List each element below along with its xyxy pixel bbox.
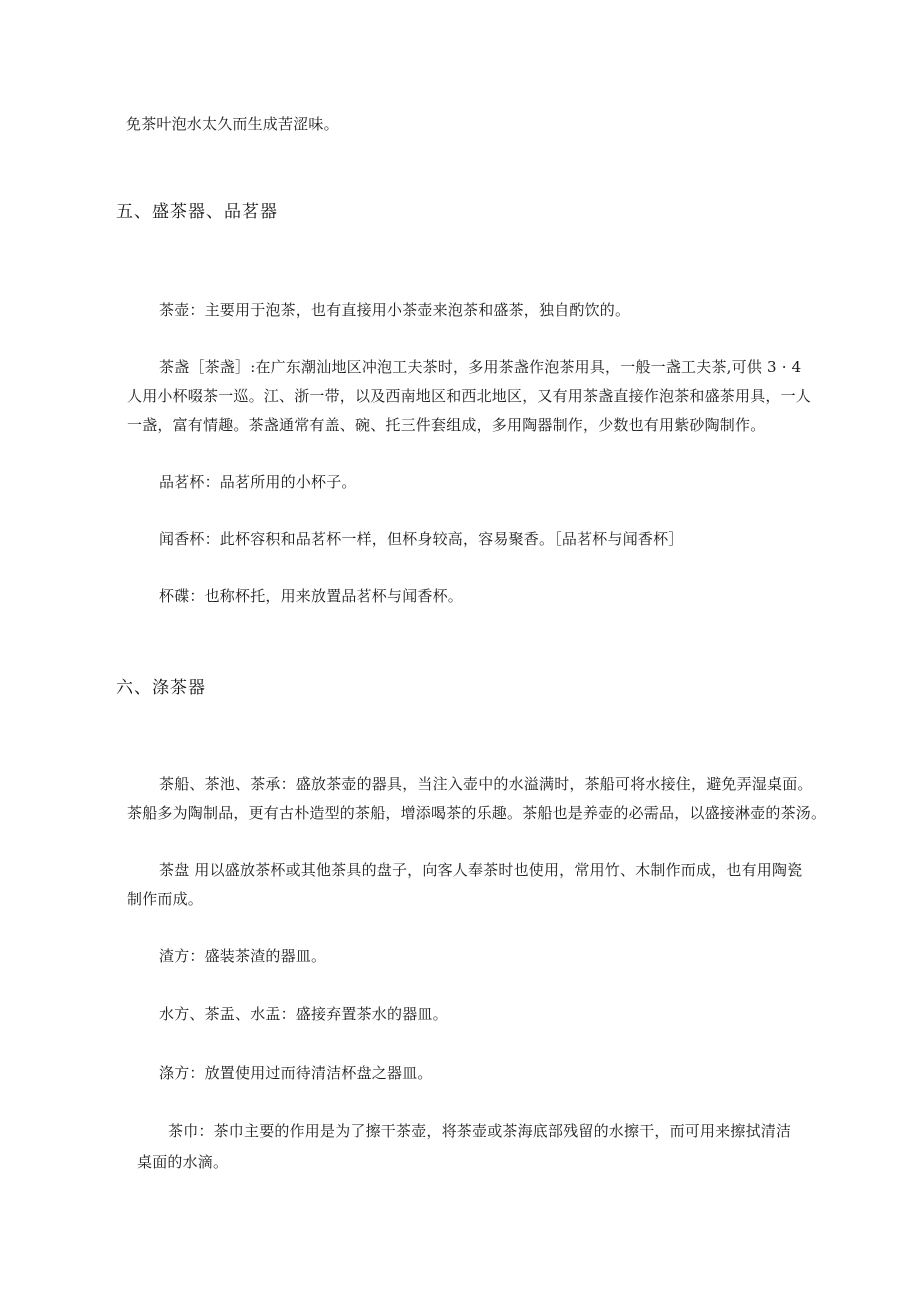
paragraph-zhafang: 渣方：盛装茶渣的器皿。 (159, 947, 327, 965)
paragraph-chapan-line-1: 茶盘 用以盛放茶杯或其他茶具的盘子，向客人奉茶时也使用，常用竹、木制作而成，也有用陶瓷 (159, 861, 803, 879)
section-6-heading: 六、涤茶器 (116, 678, 206, 698)
paragraph-chazhan-line-2: 人用小杯啜茶一巡。江、浙一带，以及西南地区和西北地区，又有用茶盏直接作泡茶和盛茶用具，一人 (127, 387, 812, 405)
paragraph-chajin-line-2: 桌面的水滴。 (137, 1153, 229, 1171)
paragraph-wenxiangbei: 闻香杯：此杯容积和品茗杯一样，但杯身较高，容易聚香。［品茗杯与闻香杯］ (159, 530, 684, 548)
section-5-heading: 五、盛茶器、品茗器 (116, 202, 278, 222)
paragraph-chazhan-line-1: 茶盏［茶盏］:在广东潮汕地区冲泡工夫茶时，多用茶盏作泡茶用具，一般一盏工夫茶,可供 3 · 4 (159, 358, 802, 376)
paragraph-pinmingbei: 品茗杯：品茗所用的小杯子。 (159, 473, 357, 491)
intro-text-line: 免茶叶泡水太久而生成苦涩味。 (126, 115, 339, 133)
paragraph-chajin-line-1: 茶巾：茶巾主要的作用是为了擦干茶壶，将茶壶或茶海底部残留的水擦干，而可用来擦拭清洁 (168, 1122, 792, 1140)
paragraph-difang: 涤方：放置使用过而待清洁杯盘之器皿。 (159, 1064, 433, 1082)
paragraph-chapan-line-2: 制作而成。 (127, 890, 204, 908)
paragraph-beidie: 杯碟：也称杯托，用来放置品茗杯与闻香杯。 (159, 587, 464, 605)
paragraph-chazhan-line-3: 一盏，富有情趣。茶盏通常有盖、碗、托三件套组成，多用陶器制作，少数也有用紫砂陶制作。 (127, 416, 766, 434)
paragraph-chachuan-line-1: 茶船、茶池、茶承：盛放茶壶的器具，当注入壶中的水溢满时，茶船可将水接住，避免弄湿桌面。 (159, 775, 813, 793)
paragraph-chahu: 茶壶：主要用于泡茶，也有直接用小茶壶来泡茶和盛茶，独自酌饮的。 (159, 301, 631, 319)
paragraph-shuifang: 水方、茶盂、水盂：盛接弃置茶水的器皿。 (159, 1005, 448, 1023)
paragraph-chachuan-line-2: 茶船多为陶制品，更有古朴造型的茶船，增添喝茶的乐趣。茶船也是养壶的必需品，以盛接淋壶的茶汤。 (127, 804, 827, 822)
